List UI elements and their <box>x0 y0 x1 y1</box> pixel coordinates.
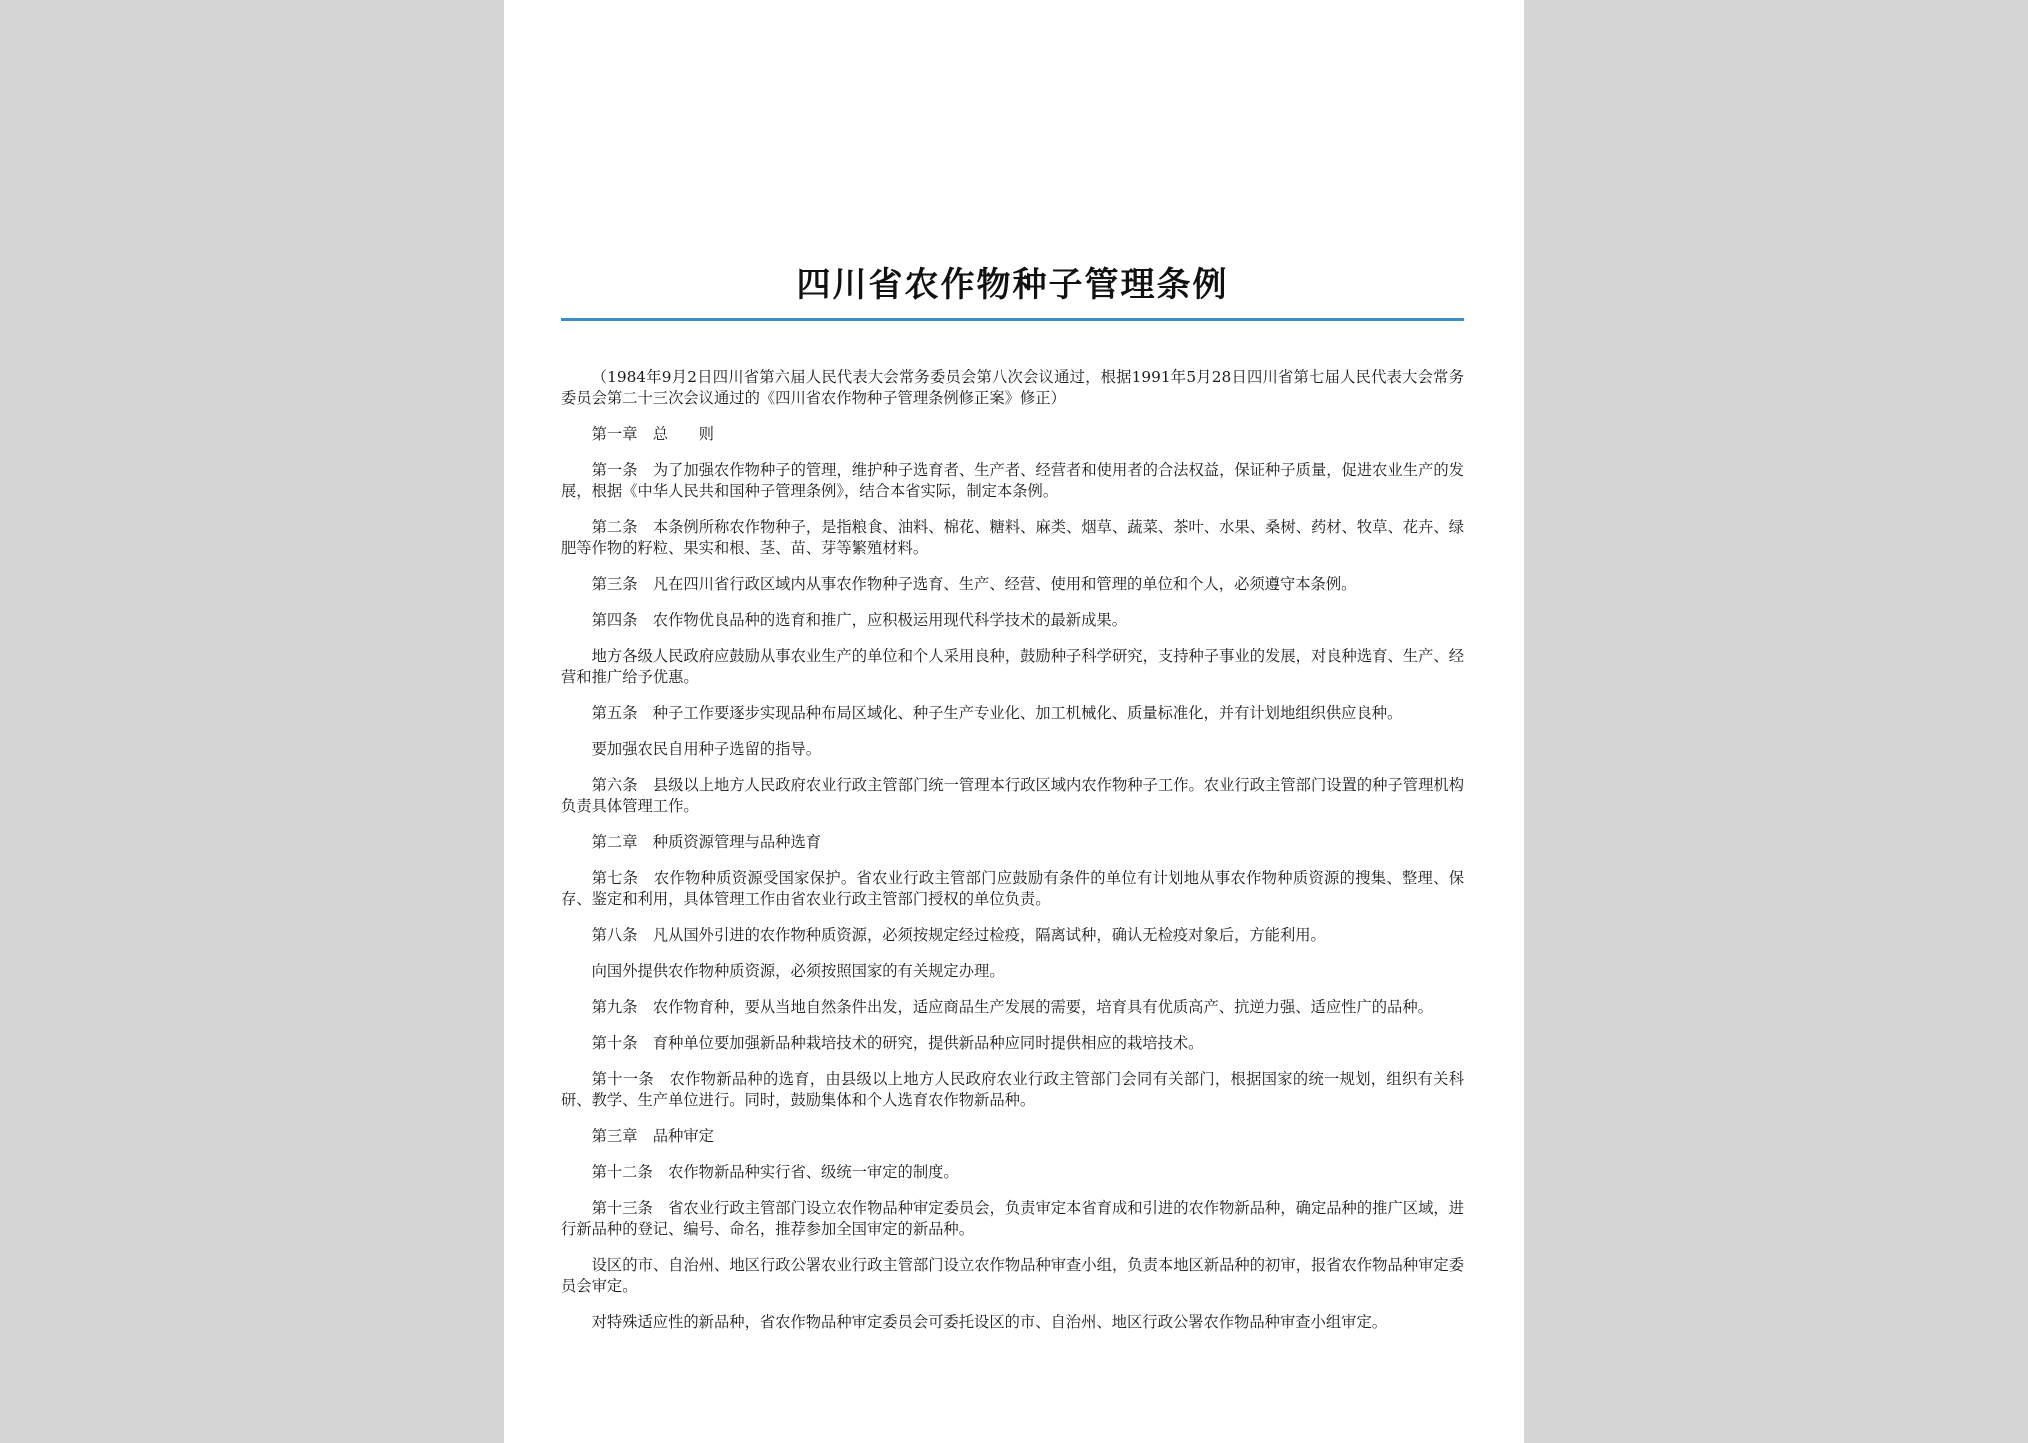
article-paragraph: 设区的市、自治州、地区行政公署农业行政主管部门设立农作物品种审查小组，负责本地区新品种的初审，报省农作物品种审定委员会审定。 <box>561 1256 1464 1295</box>
chapter-heading: 第三章 品种审定 <box>591 1127 714 1145</box>
chapter-heading: 第二章 种质资源管理与品种选育 <box>591 833 822 851</box>
article-paragraph: 地方各级人民政府应鼓励从事农业生产的单位和个人采用良种，鼓励种子科学研究，支持种子事业的发展，对良种选育、生产、经营和推广给予优惠。 <box>561 647 1464 686</box>
document-body <box>561 367 1464 1333</box>
preamble-paragraph: （1984年9月2日四川省第六届人民代表大会常务委员会第八次会议通过，根据1991年5月28日四川省第七届人民代表大会常务委员会第二十三次会议通过的《四川省农作物种子管理条例修正案》修正） <box>561 368 1464 407</box>
article-paragraph: 对特殊适应性的新品种，省农作物品种审定委员会可委托设区的市、自治州、地区行政公署农作物品种审查小组审定。 <box>591 1313 1388 1331</box>
document-page <box>504 0 1524 1443</box>
article-paragraph: 第五条 种子工作要逐步实现品种布局区域化、种子生产专业化、加工机械化、质量标准化，并有计划地组织供应良种。 <box>591 704 1403 722</box>
article-paragraph: 要加强农民自用种子选留的指导。 <box>591 740 822 758</box>
article-paragraph: 第十一条 农作物新品种的选育，由县级以上地方人民政府农业行政主管部门会同有关部门，根据国家的统一规划，组织有关科研、教学、生产单位进行。同时，鼓励集体和个人选育农作物新品种。 <box>561 1070 1464 1109</box>
title-divider <box>561 318 1464 321</box>
document-title: 四川省农作物种子管理条例 <box>796 265 1229 305</box>
article-paragraph: 第一条 为了加强农作物种子的管理，维护种子选育者、生产者、经营者和使用者的合法权益，保证种子质量，促进农业生产的发展，根据《中华人民共和国种子管理条例》，结合本省实际，制定本条例。 <box>561 461 1464 500</box>
article-paragraph: 第四条 农作物优良品种的选育和推广，应积极运用现代科学技术的最新成果。 <box>591 611 1127 629</box>
article-paragraph: 第八条 凡从国外引进的农作物种质资源，必须按规定经过检疫，隔离试种，确认无检疫对象后，方能利用。 <box>591 926 1326 944</box>
article-paragraph: 第六条 县级以上地方人民政府农业行政主管部门统一管理本行政区域内农作物种子工作。农业行政主管部门设置的种子管理机构负责具体管理工作。 <box>561 776 1464 815</box>
article-paragraph: 第七条 农作物种质资源受国家保护。省农业行政主管部门应鼓励有条件的单位有计划地从事农作物种质资源的搜集、整理、保存、鉴定和利用，具体管理工作由省农业行政主管部门授权的单位负责。 <box>561 869 1464 908</box>
article-paragraph: 第十二条 农作物新品种实行省、级统一审定的制度。 <box>591 1163 959 1181</box>
article-paragraph: 第十三条 省农业行政主管部门设立农作物品种审定委员会，负责审定本省育成和引进的农作物新品种，确定品种的推广区域，进行新品种的登记、编号、命名，推荐参加全国审定的新品种。 <box>561 1199 1464 1238</box>
article-paragraph: 向国外提供农作物种质资源，必须按照国家的有关规定办理。 <box>591 962 1005 980</box>
article-paragraph: 第九条 农作物育种，要从当地自然条件出发，适应商品生产发展的需要，培育具有优质高产、抗逆力强、适应性广的品种。 <box>591 998 1433 1016</box>
article-paragraph: 第二条 本条例所称农作物种子，是指粮食、油料、棉花、糖料、麻类、烟草、蔬菜、茶叶、水果、桑树、药材、牧草、花卉、绿肥等作物的籽粒、果实和根、茎、苗、芽等繁殖材料。 <box>561 518 1464 557</box>
article-paragraph: 第十条 育种单位要加强新品种栽培技术的研究，提供新品种应同时提供相应的栽培技术。 <box>591 1034 1204 1052</box>
chapter-heading: 第一章 总 则 <box>591 425 714 443</box>
article-paragraph: 第三条 凡在四川省行政区域内从事农作物种子选育、生产、经营、使用和管理的单位和个人，必须遵守本条例。 <box>591 575 1357 593</box>
